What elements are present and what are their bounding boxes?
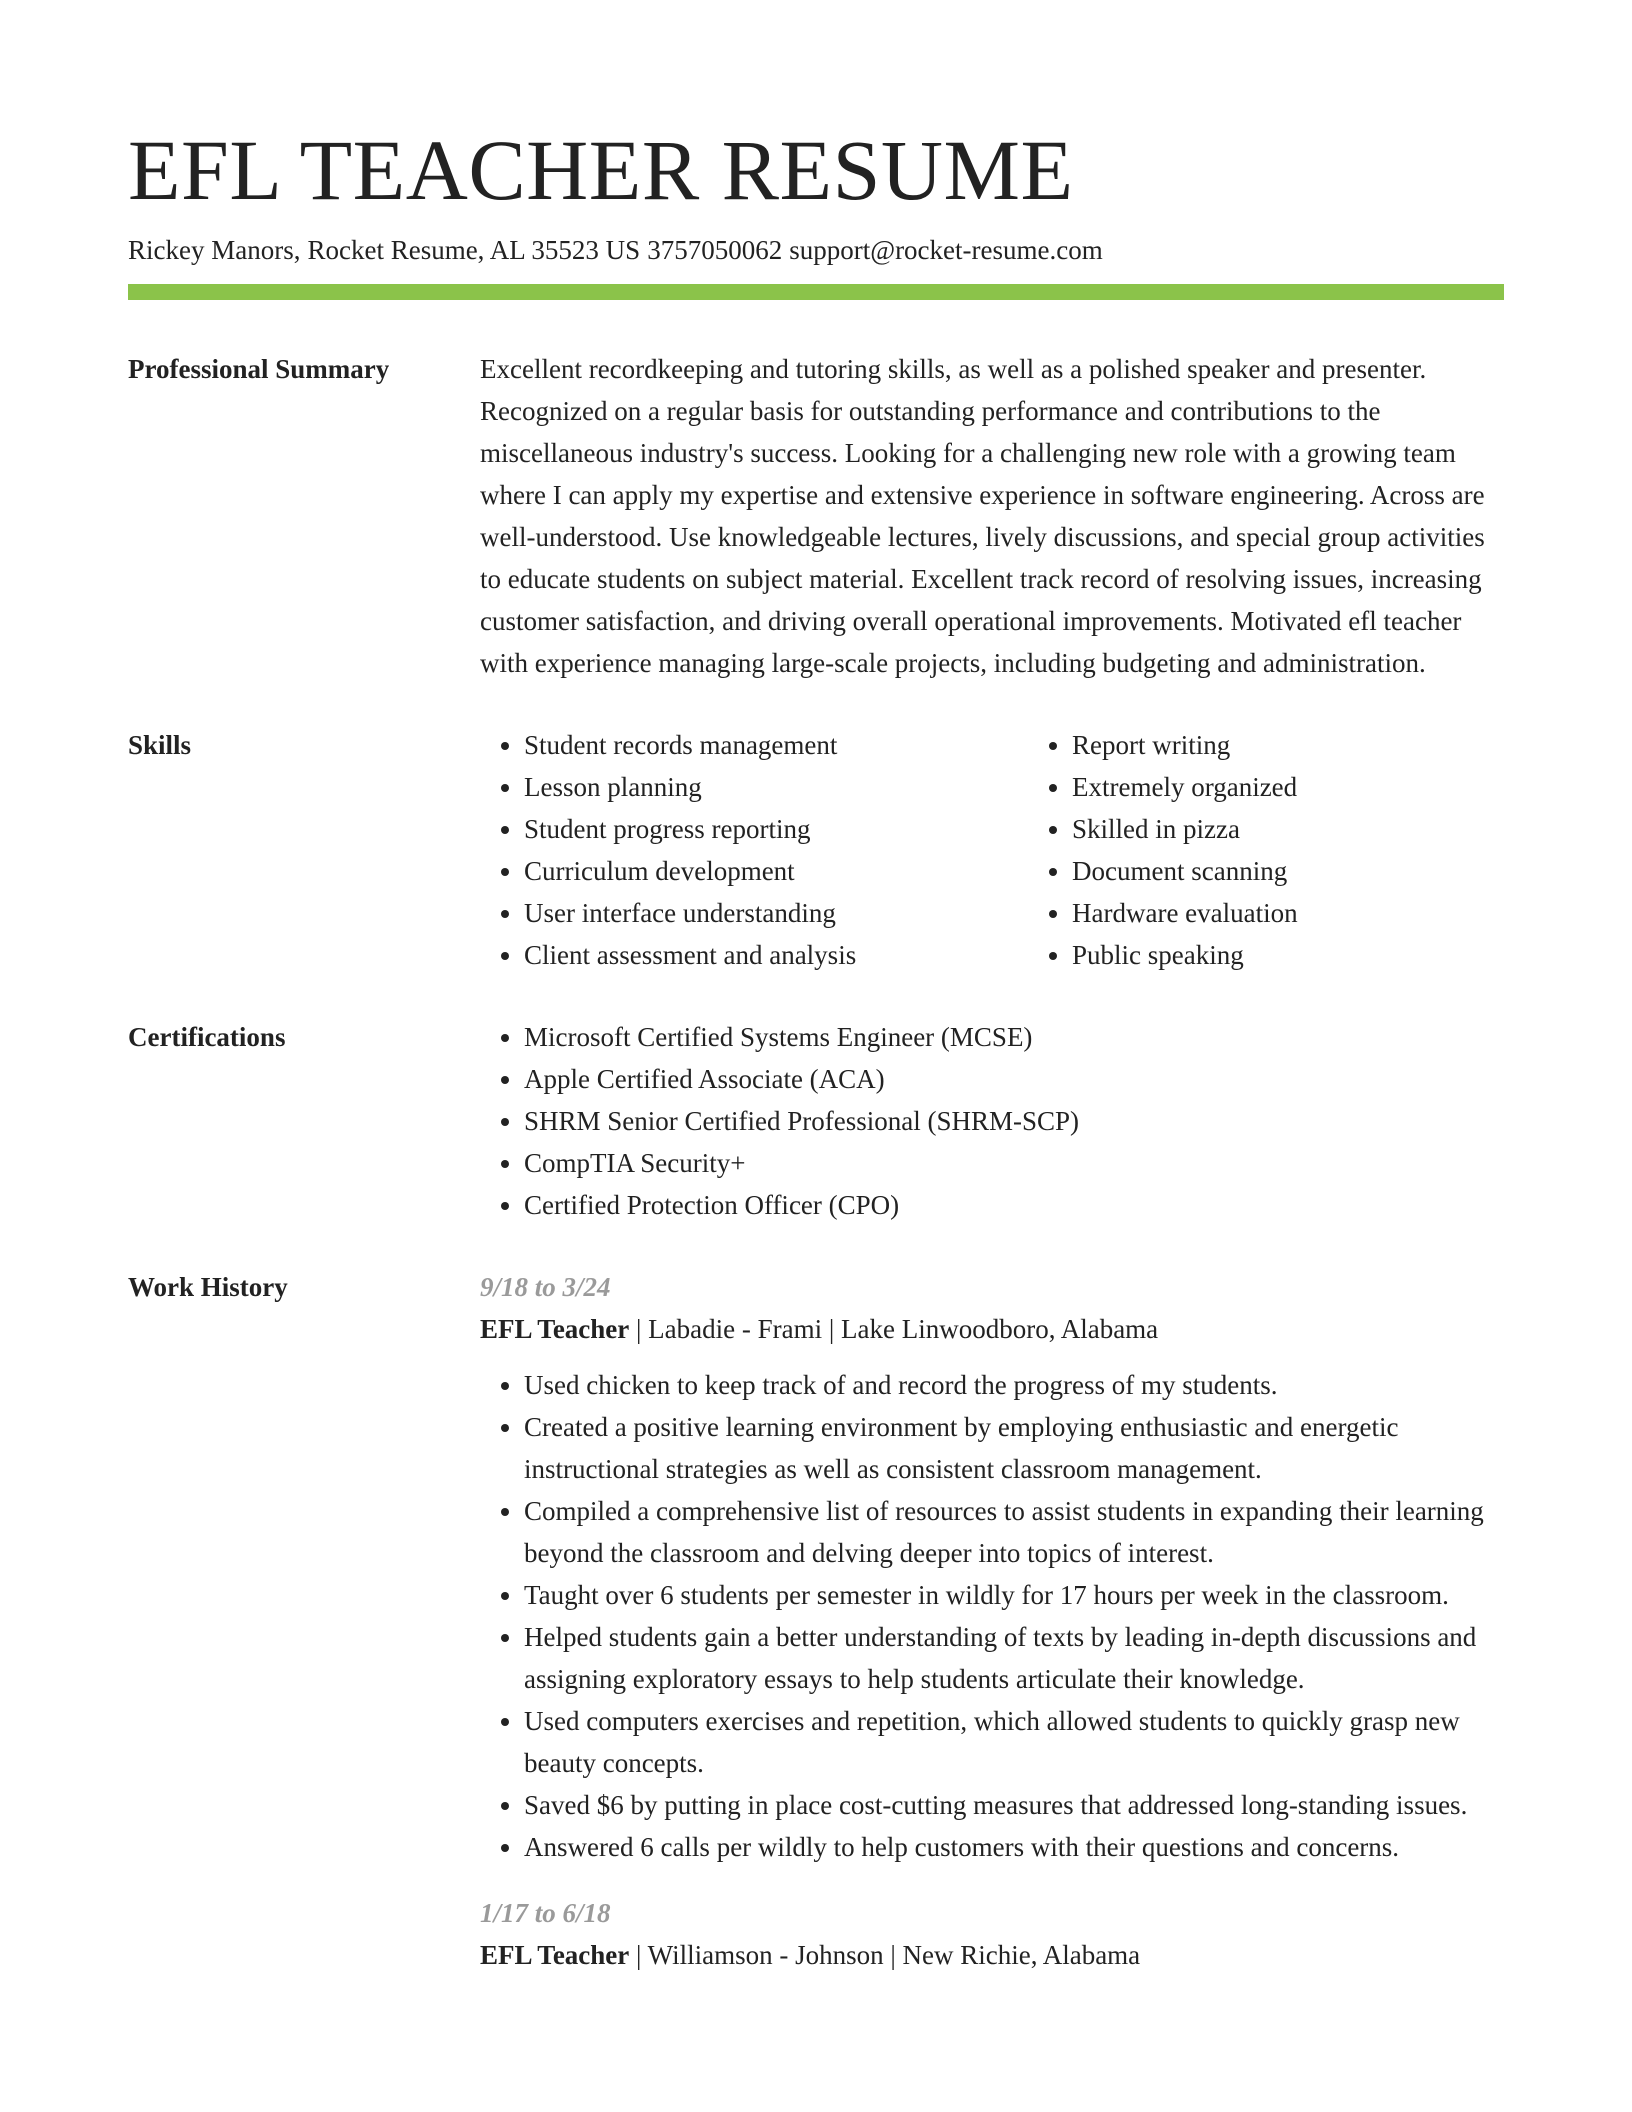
job-dates: 9/18 to 3/24 [480,1272,611,1302]
skill-item: • Lesson planning [524,766,1028,808]
certification-item: • SHRM Senior Certified Professional (SHRM-SCP) [524,1100,1504,1142]
section-label-skills: Skills [128,730,192,760]
skill-item: • Student records management [524,724,1028,766]
job-title: EFL Teacher [480,1314,630,1344]
work-history-section [128,1266,1504,2000]
skill-item: • Curriculum development [524,850,1028,892]
job-bullet: • Helped students gain a better understanding of texts by leading in-depth discussions and assigning exploratory essays to help students articulate their knowledge. [524,1616,1504,1700]
section-label-work-history: Work History [128,1272,288,1302]
skills-list-left [480,724,1028,976]
skill-item: • Document scanning [1072,850,1504,892]
skill-item: • Client assessment and analysis [524,934,1028,976]
summary-text: Excellent recordkeeping and tutoring skills, as well as a polished speaker and presenter. Recognized on a regular basis for outstanding performance and contributions to the miscellaneous industry's success. Looking for a challenging new role with a growing team where I can apply my expertise and extensive experience in software engineering. Across are well-understood. Use knowledgeable lectures, lively discussions, and special group activities to educate students on subject material. Excellent track record of resolving issues, increasing customer satisfaction, and driving overall operational improvements. Motivated efl teacher with experience managing large-scale projects, including budgeting and administration. [480,354,1485,678]
contact-line [128,232,1504,268]
certification-item: • Apple Certified Associate (ACA) [524,1058,1504,1100]
job-entry [480,1266,1504,1868]
certifications-list [480,1016,1504,1226]
certification-item: • Microsoft Certified Systems Engineer (MCSE) [524,1016,1504,1058]
job-title: EFL Teacher [480,1940,630,1970]
skill-item: • Hardware evaluation [1072,892,1504,934]
job-bullet: • Answered 6 calls per wildly to help customers with their questions and concerns. [524,1826,1504,1868]
job-bullet: • Compiled a comprehensive list of resources to assist students in expanding their learning beyond the classroom and delving deeper into topics of interest. [524,1490,1504,1574]
certification-item: • Certified Protection Officer (CPO) [524,1184,1504,1226]
contact-name: Rickey Manors, [128,235,301,265]
contact-email: support@rocket-resume.com [789,235,1103,265]
skill-item: • Skilled in pizza [1072,808,1504,850]
resume-page [128,120,1504,2000]
skill-item: • User interface understanding [524,892,1028,934]
job-bullet: • Saved $6 by putting in place cost-cutting measures that addressed long-standing issues. [524,1784,1504,1826]
skill-item: • Student progress reporting [524,808,1028,850]
certifications-section [128,1016,1504,1226]
section-label-summary: Professional Summary [128,354,390,384]
certification-item: • CompTIA Security+ [524,1142,1504,1184]
contact-phone: 3757050062 [647,235,783,265]
job-details: | Williamson - Johnson | New Richie, Alabama [629,1940,1141,1970]
job-header [480,1934,1504,1976]
skill-item: • Report writing [1072,724,1504,766]
skills-list-right [1028,724,1504,976]
header-divider [128,284,1504,300]
job-bullets [480,1364,1504,1868]
section-label-certifications: Certifications [128,1022,286,1052]
job-bullet: • Used chicken to keep track of and record the progress of my students. [524,1364,1504,1406]
contact-address: Rocket Resume, AL 35523 US [307,235,641,265]
job-bullet: • Taught over 6 students per semester in wildly for 17 hours per week in the classroom. [524,1574,1504,1616]
skills-section [128,724,1504,976]
skill-item: • Public speaking [1072,934,1504,976]
job-details: | Labadie - Frami | Lake Linwoodboro, Alabama [629,1314,1159,1344]
job-header [480,1308,1504,1350]
skill-item: • Extremely organized [1072,766,1504,808]
job-dates: 1/17 to 6/18 [480,1898,611,1928]
page-title: EFL TEACHER RESUME [128,122,1074,218]
summary-section [128,348,1504,684]
job-bullet: • Used computers exercises and repetition, which allowed students to quickly grasp new beauty concepts. [524,1700,1504,1784]
job-entry [480,1892,1504,1976]
job-bullet: • Created a positive learning environment by employing enthusiastic and energetic instructional strategies as well as consistent classroom management. [524,1406,1504,1490]
